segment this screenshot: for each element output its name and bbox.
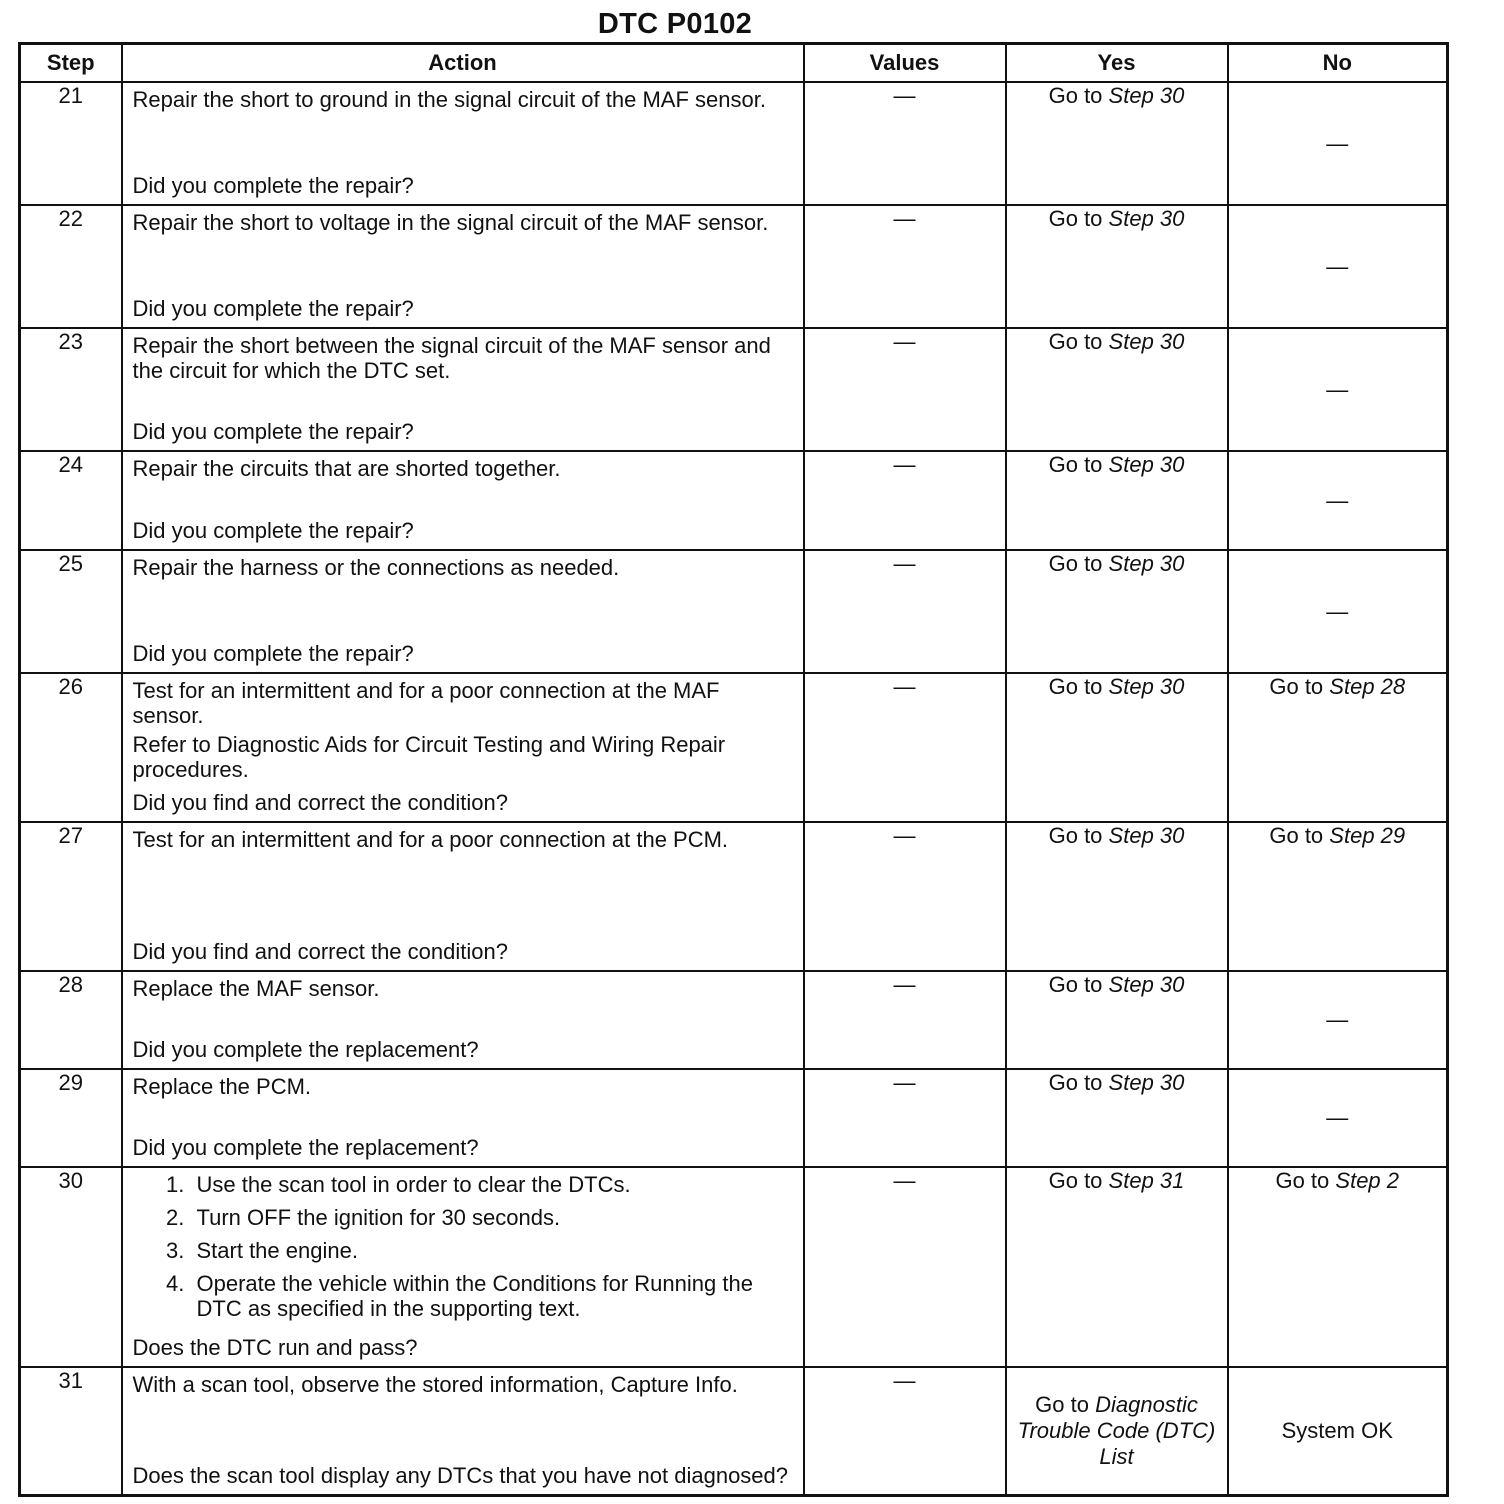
action-instructions [133, 87, 793, 112]
yes-goto-prefix: Go to [1048, 206, 1103, 231]
action-list-item: 1. Use the scan tool in order to clear the DTCs. [191, 1172, 793, 1197]
action-instructions [133, 1172, 793, 1329]
action-instructions [133, 555, 793, 580]
yes-cell [1006, 1167, 1228, 1367]
no-cell [1228, 673, 1448, 822]
table-row [20, 1167, 1448, 1367]
no-cell: — [1228, 328, 1448, 451]
yes-goto-target[interactable]: Step 30 [1108, 83, 1185, 108]
yes-cell [1006, 328, 1228, 451]
action-text: Repair the short to voltage in the signal circuit of the MAF sensor. [132, 210, 769, 235]
action-content [123, 206, 803, 327]
action-question: Did you complete the repair? [132, 641, 414, 666]
action-content [123, 1368, 803, 1494]
action-text: Refer to Diagnostic Aids for Circuit Testing and Wiring Repair procedures. [132, 732, 726, 782]
action-question: Did you find and correct the condition? [132, 939, 508, 964]
action-instructions [133, 456, 793, 481]
yes-goto-target[interactable]: Step 31 [1108, 1168, 1185, 1193]
step-number: 26 [20, 673, 122, 822]
step-number: 31 [20, 1367, 122, 1496]
yes-goto-prefix: Go to [1048, 1070, 1103, 1095]
yes-goto-target[interactable]: Step 30 [1108, 329, 1185, 354]
action-text: Replace the MAF sensor. [132, 976, 380, 1001]
table-row [20, 822, 1448, 971]
action-content [123, 551, 803, 672]
yes-goto-target[interactable]: Step 30 [1108, 206, 1185, 231]
no-goto-target[interactable]: Step 29 [1329, 823, 1406, 848]
step-number: 28 [20, 971, 122, 1069]
yes-goto-prefix: Go to [1048, 823, 1103, 848]
action-instructions [133, 678, 793, 782]
action-content [123, 1070, 803, 1166]
yes-cell [1006, 451, 1228, 550]
action-cell [122, 451, 804, 550]
action-question: Did you complete the repair? [132, 173, 414, 198]
action-instructions [133, 333, 793, 383]
action-cell [122, 971, 804, 1069]
action-question: Did you complete the repair? [132, 296, 414, 321]
action-question: Does the scan tool display any DTCs that you have not diagnosed? [132, 1463, 789, 1488]
action-instructions [133, 1074, 793, 1099]
no-cell: — [1228, 971, 1448, 1069]
header-row [20, 44, 1448, 83]
values-cell: — [804, 1367, 1006, 1496]
step-number: 27 [20, 822, 122, 971]
header-yes: Yes [1006, 44, 1228, 83]
values-cell: — [804, 205, 1006, 328]
action-cell [122, 82, 804, 205]
table-row [20, 205, 1448, 328]
yes-cell [1006, 205, 1228, 328]
table-row [20, 971, 1448, 1069]
no-cell: System OK [1228, 1367, 1448, 1496]
action-question: Did you find and correct the condition? [132, 790, 508, 815]
action-instructions [133, 1372, 793, 1397]
action-content [123, 823, 803, 970]
yes-goto-prefix: Go to [1048, 972, 1103, 997]
step-number: 23 [20, 328, 122, 451]
no-goto-target[interactable]: Step 28 [1329, 674, 1406, 699]
yes-goto-target[interactable]: Step 30 [1108, 452, 1185, 477]
action-cell [122, 822, 804, 971]
action-content [123, 329, 803, 450]
yes-cell [1006, 673, 1228, 822]
action-cell [122, 1367, 804, 1496]
action-question: Does the DTC run and pass? [132, 1335, 418, 1360]
yes-cell [1006, 550, 1228, 673]
no-goto-prefix: Go to [1269, 674, 1324, 699]
action-content [123, 83, 803, 204]
action-list-item: 4. Operate the vehicle within the Conditions for Running the DTC as specified in the supporting text. [191, 1271, 793, 1321]
values-cell: — [804, 328, 1006, 451]
yes-goto-target[interactable]: Diagnostic Trouble Code (DTC) List [1017, 1392, 1216, 1469]
no-cell: — [1228, 550, 1448, 673]
action-question: Did you complete the replacement? [132, 1135, 479, 1160]
header-no: No [1228, 44, 1448, 83]
step-number: 30 [20, 1167, 122, 1367]
yes-cell [1006, 82, 1228, 205]
step-number: 24 [20, 451, 122, 550]
action-text: Repair the circuits that are shorted together. [132, 456, 561, 481]
page-title: DTC P0102 [597, 8, 753, 40]
table-row [20, 328, 1448, 451]
no-cell: — [1228, 205, 1448, 328]
no-cell [1228, 1167, 1448, 1367]
action-cell [122, 1069, 804, 1167]
action-text: Test for an intermittent and for a poor connection at the PCM. [132, 827, 729, 852]
yes-cell [1006, 971, 1228, 1069]
action-text: Repair the short to ground in the signal circuit of the MAF sensor. [132, 87, 766, 112]
action-question: Did you complete the replacement? [132, 1037, 479, 1062]
values-cell: — [804, 673, 1006, 822]
header-action: Action [122, 44, 804, 83]
action-list-item: 2. Turn OFF the ignition for 30 seconds. [191, 1205, 793, 1230]
yes-goto-target[interactable]: Step 30 [1108, 823, 1185, 848]
no-cell [1228, 822, 1448, 971]
action-cell [122, 328, 804, 451]
yes-goto-prefix: Go to [1048, 329, 1103, 354]
action-instructions [133, 210, 793, 235]
yes-cell [1006, 1367, 1228, 1496]
step-number: 25 [20, 550, 122, 673]
no-cell: — [1228, 1069, 1448, 1167]
action-cell [122, 205, 804, 328]
step-number: 29 [20, 1069, 122, 1167]
table-row [20, 550, 1448, 673]
table-row [20, 451, 1448, 550]
action-text: Replace the PCM. [132, 1074, 312, 1099]
step-number: 21 [20, 82, 122, 205]
yes-goto-prefix: Go to [1048, 83, 1103, 108]
action-content [123, 972, 803, 1068]
yes-goto-prefix: Go to [1048, 674, 1103, 699]
action-question: Did you complete the repair? [132, 518, 414, 543]
action-cell [122, 1167, 804, 1367]
yes-cell [1006, 1069, 1228, 1167]
action-text: Test for an intermittent and for a poor connection at the MAF sensor. [132, 678, 720, 728]
action-step-list [133, 1172, 793, 1321]
yes-goto-target[interactable]: Step 30 [1108, 551, 1185, 576]
no-goto-prefix: Go to [1269, 823, 1324, 848]
yes-goto-target[interactable]: Step 30 [1108, 1070, 1185, 1095]
yes-goto-target[interactable]: Step 30 [1108, 972, 1185, 997]
action-text: With a scan tool, observe the stored information, Capture Info. [132, 1372, 738, 1397]
values-cell: — [804, 451, 1006, 550]
no-goto-prefix: Go to [1275, 1168, 1330, 1193]
action-cell [122, 673, 804, 822]
yes-goto-prefix: Go to [1035, 1392, 1089, 1417]
no-cell: — [1228, 451, 1448, 550]
action-list-item: 3. Start the engine. [191, 1238, 793, 1263]
action-content [123, 1168, 803, 1366]
table-row [20, 1069, 1448, 1167]
action-content [123, 674, 803, 821]
values-cell: — [804, 1167, 1006, 1367]
table-row [20, 82, 1448, 205]
diagnostic-table [18, 42, 1449, 1497]
values-cell: — [804, 971, 1006, 1069]
no-goto-target[interactable]: Step 2 [1335, 1168, 1400, 1193]
action-text: Repair the short between the signal circuit of the MAF sensor and the circuit for which the DTC set. [132, 333, 771, 383]
values-cell: — [804, 550, 1006, 673]
yes-goto-target[interactable]: Step 30 [1108, 674, 1185, 699]
table-row [20, 673, 1448, 822]
action-instructions [133, 976, 793, 1001]
table-body [20, 82, 1448, 1496]
no-cell: — [1228, 82, 1448, 205]
action-cell [122, 550, 804, 673]
yes-goto-prefix: Go to [1048, 452, 1103, 477]
action-instructions [133, 827, 793, 852]
action-content [123, 452, 803, 549]
yes-goto-prefix: Go to [1048, 551, 1103, 576]
yes-cell [1006, 822, 1228, 971]
yes-goto-prefix: Go to [1048, 1168, 1103, 1193]
action-question: Did you complete the repair? [132, 419, 414, 444]
step-number: 22 [20, 205, 122, 328]
table-row [20, 1367, 1448, 1496]
values-cell: — [804, 1069, 1006, 1167]
values-cell: — [804, 82, 1006, 205]
header-values: Values [804, 44, 1006, 83]
values-cell: — [804, 822, 1006, 971]
action-text: Repair the harness or the connections as needed. [132, 555, 620, 580]
header-step: Step [20, 44, 122, 83]
